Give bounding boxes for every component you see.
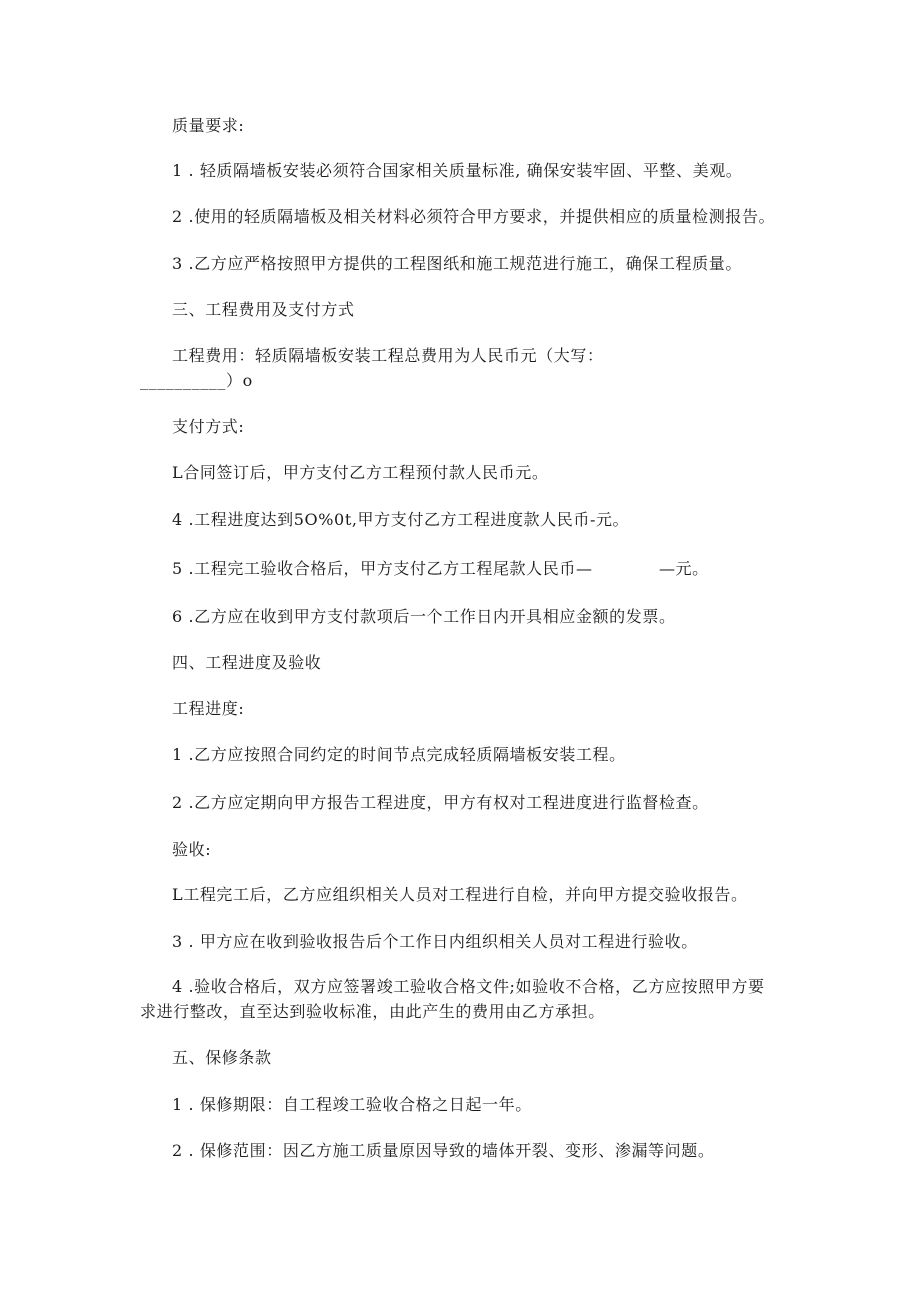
quality-item-2: 2 .使用的轻质隔墙板及相关材料必须符合甲方要求，并提供相应的质量检测报告。 <box>172 207 776 226</box>
acceptance-item-4-line-2: 求进行整改，直至达到验收标准，由此产生的费用由乙方承担。 <box>140 1002 605 1021</box>
progress-item-1: 1 .乙方应按照合同约定的时间节点完成轻质隔墙板安装工程。 <box>172 745 626 764</box>
warranty-item-1: 1 . 保修期限：自工程竣工验收合格之日起一年。 <box>172 1095 532 1114</box>
acceptance-heading: 验收: <box>172 840 212 859</box>
payment-item-5: 5 .工程完工验收合格后，甲方支付乙方工程尾款人民币— —元。 <box>172 559 709 578</box>
payment-item-1: L合同签订后，甲方支付乙方工程预付款人民币元。 <box>172 463 549 482</box>
quality-heading: 质量要求: <box>172 116 245 135</box>
section-three-heading: 三、工程费用及支付方式 <box>172 300 355 319</box>
section-four-heading: 四、工程进度及验收 <box>172 653 322 672</box>
cost-paragraph-line-2: __________）o <box>140 371 253 390</box>
section-five-heading: 五、保修条款 <box>172 1048 272 1067</box>
quality-item-1: 1 . 轻质隔墙板安装必须符合国家相关质量标准, 确保安装牢固、平整、美观。 <box>172 161 743 180</box>
quality-item-3: 3 .乙方应严格按照甲方提供的工程图纸和施工规范进行施工，确保工程质量。 <box>172 254 742 273</box>
cost-paragraph-line-1: 工程费用：轻质隔墙板安装工程总费用为人民币元（大写： <box>172 346 604 365</box>
warranty-item-2: 2 . 保修范围：因乙方施工质量原因导致的墙体开裂、变形、渗漏等问题。 <box>172 1141 715 1160</box>
payment-item-6: 6 .乙方应在收到甲方支付款项后一个工作日内开具相应金额的发票。 <box>172 607 676 626</box>
acceptance-item-1: L工程完工后，乙方应组织相关人员对工程进行自检，并向甲方提交验收报告。 <box>172 885 748 904</box>
progress-item-2: 2 .乙方应定期向甲方报告工程进度，甲方有权对工程进度进行监督检查。 <box>172 793 709 812</box>
payment-heading: 支付方式: <box>172 417 245 436</box>
payment-item-4: 4 .工程进度达到5O%0t,甲方支付乙方工程进度款人民币-元。 <box>172 510 630 529</box>
acceptance-item-4-line-1: 4 .验收合格后，双方应签署竣工验收合格文件;如验收不合格，乙方应按照甲方要 <box>172 977 765 996</box>
acceptance-item-3: 3 . 甲方应在收到验收报告后个工作日内组织相关人员对工程进行验收。 <box>172 932 698 951</box>
progress-heading: 工程进度: <box>172 699 245 718</box>
